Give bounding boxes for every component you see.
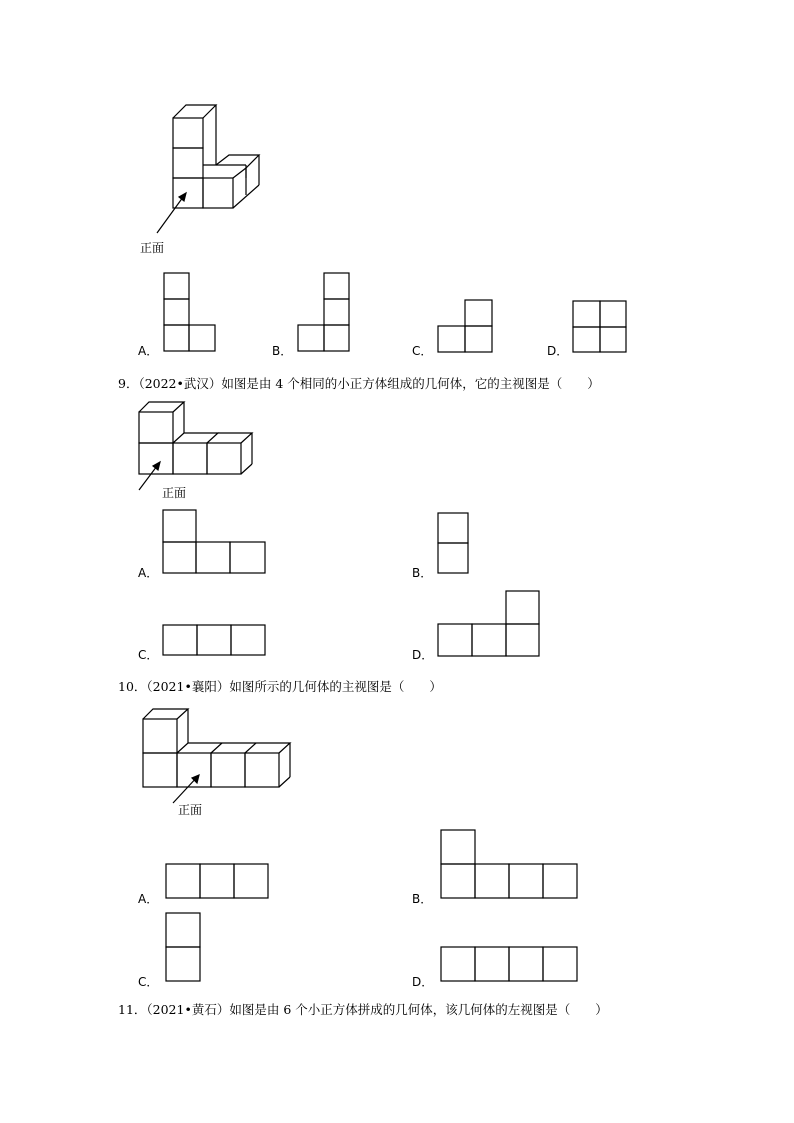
q10-front-label: 正面 [178,803,203,817]
q9-text: 如图是由 4 个相同的小正方体组成的几何体，它的主视图是（ ） [221,376,600,391]
q10-text: 如图所示的几何体的主视图是（ ） [229,679,442,694]
q10-number: 10． [118,679,147,694]
q8-option-c-label[interactable]: C． [412,344,433,358]
q8-option-d-label[interactable]: D． [547,344,569,358]
q10-option-c-label[interactable]: C． [138,975,159,989]
q9-number: 9． [118,376,139,391]
q9-front-label: 正面 [162,486,187,500]
q9-option-a-label[interactable]: A． [138,566,159,580]
q9-option-b-label[interactable]: B． [412,566,433,580]
q11-text: 如图是由 6 个小正方体拼成的几何体，该几何体的左视图是（ ） [229,1002,608,1017]
q11-number: 11． [118,1002,147,1017]
q11-stem [118,1000,608,1018]
q9-option-d-label[interactable]: D． [412,648,434,662]
q8-option-b-label[interactable]: B． [272,344,293,358]
q11-source: （2021•黄石） [146,1002,230,1017]
q10-option-d-label[interactable]: D． [412,975,434,989]
q8-front-label: 正面 [140,241,165,255]
q10-source: （2021•襄阳） [146,679,230,694]
q9-option-c-label[interactable]: C． [138,648,159,662]
q10-option-a-label[interactable]: A． [138,892,159,906]
q9-source: （2022•武汉） [138,376,222,391]
q10-option-b-label[interactable]: B． [412,892,433,906]
q8-option-a-label[interactable]: A． [138,344,159,358]
